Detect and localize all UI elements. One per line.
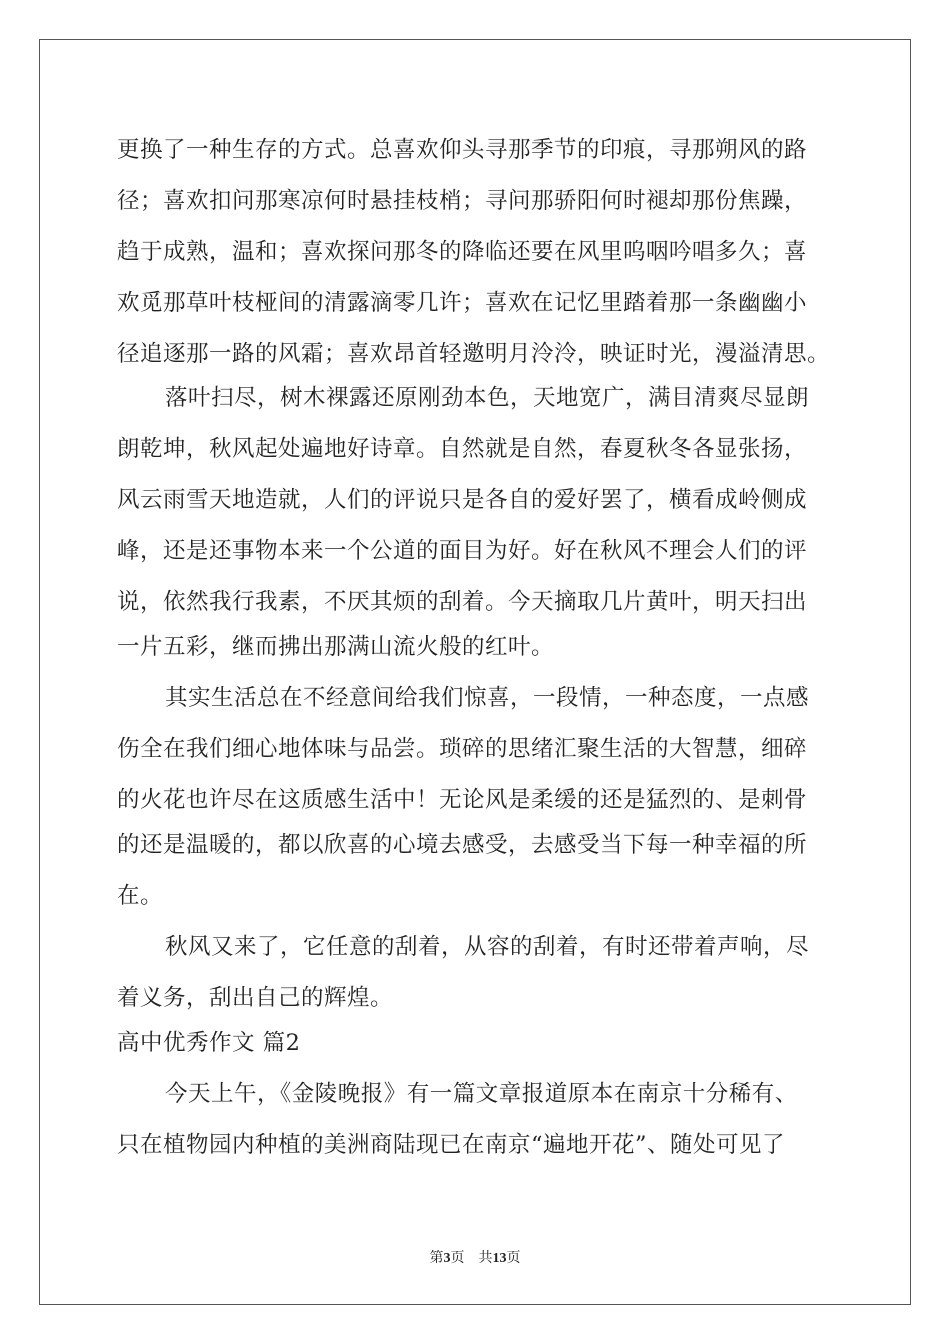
footer-total-prefix: 共 xyxy=(478,1251,493,1266)
paragraph-line: 在。 xyxy=(117,883,164,909)
paragraph-line: 其实生活总在不经意间给我们惊喜，一段情，一种态度，一点感 xyxy=(165,685,810,711)
paragraph-line: 说，依然我行我素，不厌其烦的刮着。今天摘取几片黄叶，明天扫出 xyxy=(117,589,808,615)
section-heading: 高中优秀作文 篇2 xyxy=(117,1030,301,1056)
paragraph-line: 径；喜欢扣问那寒凉何时悬挂枝梢；寻问那骄阳何时褪却那份焦躁， xyxy=(117,188,808,214)
footer-page-total: 13 xyxy=(492,1251,507,1266)
page-footer xyxy=(0,1247,950,1267)
paragraph-line: 的火花也许尽在这质感生活中！无论风是柔缓的还是猛烈的、是刺骨 xyxy=(117,787,808,813)
paragraph-line: 一片五彩，继而拂出那满山流火般的红叶。 xyxy=(117,634,555,660)
paragraph-line: 径追逐那一路的风霜；喜欢昂首轻邀明月泠泠，映证时光，漫溢清思。 xyxy=(117,341,831,367)
paragraph-line: 趋于成熟，温和；喜欢探问那冬的降临还要在风里呜咽吟唱多久；喜 xyxy=(117,239,808,265)
paragraph-line: 峰，还是还事物本来一个公道的面目为好。好在秋风不理会人们的评 xyxy=(117,538,808,564)
footer-page-mid: 页 xyxy=(450,1251,465,1266)
paragraph-line: 风云雨雪天地造就，人们的评说只是各自的爱好罢了，横看成岭侧成 xyxy=(117,487,808,513)
paragraph-line: 落叶扫尽，树木裸露还原刚劲本色，天地宽广，满目清爽尽显朗 xyxy=(165,385,810,411)
footer-total-suffix: 页 xyxy=(506,1251,521,1266)
paragraph-line: 更换了一种生存的方式。总喜欢仰头寻那季节的印痕，寻那朔风的路 xyxy=(117,137,808,163)
footer-page-current: 3 xyxy=(443,1251,451,1266)
paragraph-line: 朗乾坤，秋风起处遍地好诗章。自然就是自然，春夏秋冬各显张扬， xyxy=(117,436,808,462)
paragraph-line: 着义务，刮出自己的辉煌。 xyxy=(117,985,394,1011)
page-border xyxy=(39,39,911,1305)
paragraph-line: 今天上午，《金陵晚报》有一篇文章报道原本在南京十分稀有、 xyxy=(165,1081,798,1107)
footer-page-prefix: 第 xyxy=(429,1251,444,1266)
paragraph-line: 伤全在我们细心地体味与品尝。琐碎的思绪汇聚生活的大智慧，细碎 xyxy=(117,736,808,762)
paragraph-line: 的还是温暖的，都以欣喜的心境去感受，去感受当下每一种幸福的所 xyxy=(117,832,808,858)
paragraph-line: 只在植物园内种植的美洲商陆现已在南京“遍地开花”、随处可见了 xyxy=(117,1132,786,1158)
paragraph-line: 秋风又来了，它任意的刮着，从容的刮着，有时还带着声响，尽 xyxy=(165,934,810,960)
paragraph-line: 欢觅那草叶枝桠间的清露滴零几许；喜欢在记忆里踏着那一条幽幽小 xyxy=(117,290,808,316)
